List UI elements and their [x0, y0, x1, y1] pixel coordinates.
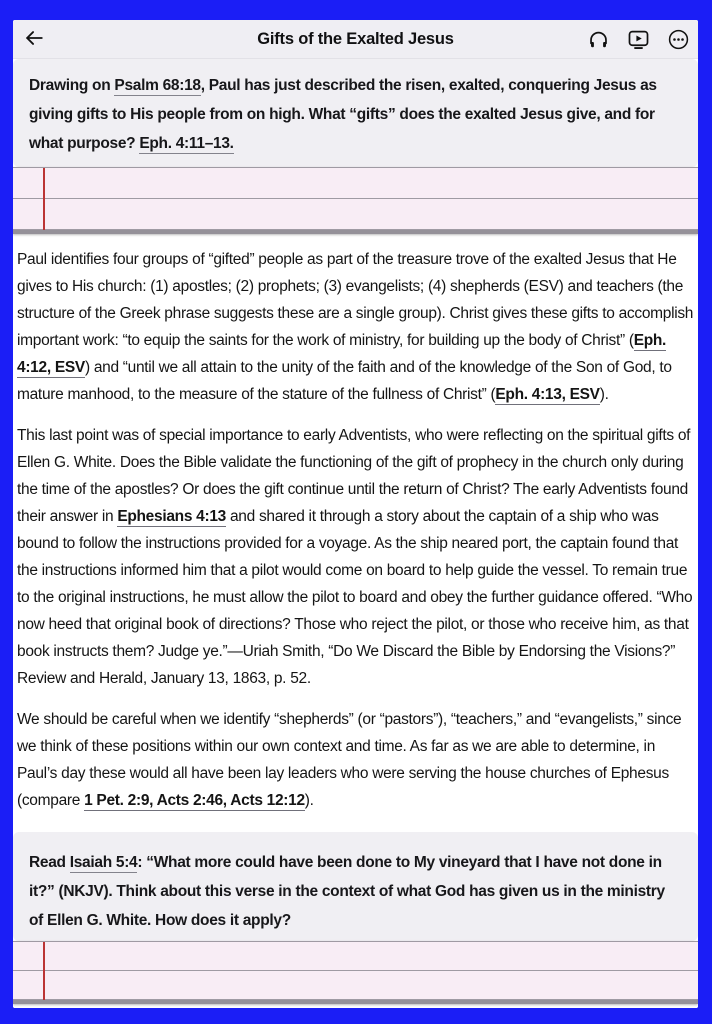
answer-lines-2	[13, 941, 698, 1004]
header-actions	[587, 20, 690, 58]
text-segment: ).	[599, 386, 609, 403]
question-1-text	[29, 71, 681, 158]
scripture-link[interactable]: 1 Pet. 2:9, Acts 2:46, Acts 12:12	[84, 792, 305, 809]
audio-button[interactable]	[587, 28, 610, 51]
text-segment: Drawing on	[29, 77, 115, 94]
answer-lines-1	[13, 167, 698, 234]
scripture-link[interactable]: Eph. 4:12, ESV	[17, 332, 667, 376]
paragraph-1	[17, 246, 694, 408]
scripture-link[interactable]: Ephesians 4:13	[117, 508, 226, 525]
more-button[interactable]	[667, 28, 690, 51]
question-box-1	[13, 59, 698, 167]
back-arrow-icon	[23, 27, 45, 52]
scripture-link[interactable]: Psalm 68:18	[114, 77, 201, 94]
lesson-screen	[13, 20, 698, 1008]
bottom-spacer	[13, 1004, 698, 1008]
note-input-line[interactable]	[13, 168, 698, 199]
notebook-margin-line	[43, 168, 45, 230]
scripture-link[interactable]: Isaiah 5:4	[69, 854, 138, 871]
text-segment: Paul identifies four groups of “gifted” people as part of the treasure trove of the exalted Jesus that He gives to His church: (1) apostles; (2) prophets; (3) evangelists; (4) shepherds (ESV) and teachers (the structure of the Greek phrase suggests these are a single group). Christ gives these gifts to accomplish important work: “to equip the saints for the work of ministry, for building up the body of Christ” (	[17, 251, 694, 349]
video-button[interactable]	[627, 28, 650, 51]
video-play-icon	[627, 28, 650, 51]
question-box-2	[13, 832, 698, 941]
more-options-icon	[667, 28, 690, 51]
text-segment: , Paul has just described the risen, exalted, conquering Jesus as giving gifts to His people from on high. What “gifts” does the exalted Jesus give, and for what purpose?	[29, 77, 657, 152]
text-segment: We should be careful when we identify “shepherds” (or “pastors”), “teachers,” and “evangelists,” since we think of these positions within our own context and time. As far as we are able to determine, in Paul’s day these would all have been lay leaders who were serving the house churches of Ephesus (compare	[17, 711, 682, 809]
text-segment: : “What more could have been done to My vineyard that I have not done in it?” (NKJV). Think about this verse in the context of what God has given us in the ministry of Ellen G. White. How does it apply?	[29, 854, 665, 929]
text-segment: Read	[29, 854, 70, 871]
note-input-line[interactable]	[13, 199, 698, 230]
text-segment: and shared it through a story about the captain of a ship who was bound to follow the instructions provided for a voyage. As the ship neared port, the captain found that the instructions informed him that a pilot would come on board to help guide the vessel. To remain true to the original instructions, he must allow the pilot to board and obey the further guidance offered. “Who now heed that original book of directions? Those who reject the pilot, or those who receive him, as that book instructs them? Judge ye.”—Uriah Smith, “Do We Discard the Bible by Endorsing the Visions?” Review and Herald, January 13, 1863, p. 52.	[17, 508, 693, 687]
note-input-line[interactable]	[13, 971, 698, 1000]
paragraph-3	[17, 706, 694, 814]
header-bar	[13, 20, 698, 59]
note-input-line[interactable]	[13, 942, 698, 971]
back-button[interactable]	[19, 25, 49, 54]
notebook-margin-line	[43, 942, 45, 1000]
headphones-icon	[587, 28, 610, 51]
scripture-link[interactable]: Eph. 4:11–13.	[139, 135, 234, 152]
text-segment: This last point was of special importance to early Adventists, who were reflecting on the spiritual gifts of Ellen G. White. Does the Bible validate the functioning of the gift of prophecy in the church only during the time of the apostles? Or does the gift continue until the return of Christ? The early Adventists found their answer in	[17, 427, 691, 525]
text-segment: ).	[304, 792, 314, 809]
question-2-text	[29, 848, 681, 935]
text-segment: ) and “until we all attain to the unity of the faith and of the knowledge of the Son of God, to mature manhood, to the measure of the stature of the fullness of Christ” (	[17, 359, 672, 403]
lesson-body	[13, 234, 698, 832]
page-title: Gifts of the Exalted Jesus	[257, 29, 454, 48]
paragraph-2	[17, 422, 694, 692]
scripture-link[interactable]: Eph. 4:13, ESV	[495, 386, 600, 403]
